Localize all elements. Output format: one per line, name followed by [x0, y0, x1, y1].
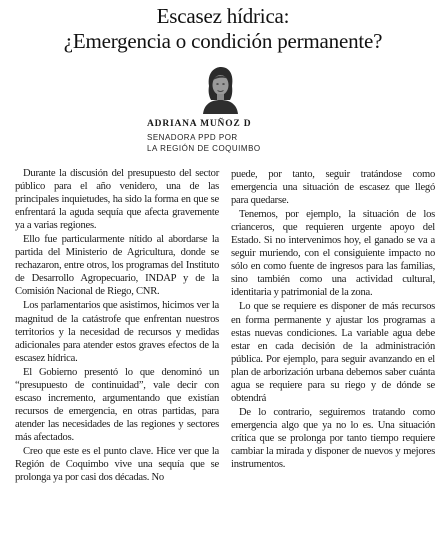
- author-box: [147, 64, 295, 157]
- article-column-left: [15, 167, 219, 485]
- paragraph: Lo que se requiere es disponer de más recursos en forma permanente y ajustar los programas a estas nuevas condiciones. La variable agua debe estar en cada decisión de la administración pública. Por ejemplo, para seguir avanzando en el plan de arborización urbana debemos saber cuánta agua se requiere para su riego y de dónde se obtendrá: [231, 301, 435, 404]
- author-photo: [200, 64, 240, 114]
- author-role-line-2: LA REGIÓN DE COQUIMBO: [147, 144, 261, 153]
- author-name: ADRIANA MUÑOZ D: [147, 119, 252, 129]
- paragraph: Los parlamentarios que asistimos, hicimos ver la magnitud de la catástrofe que enfrentan nuestros territorios y la necesidad de recursos y medidas adicionales para atender estos graves efectos de la escasez hídrica.: [15, 300, 219, 364]
- paragraph: De lo contrario, seguiremos tratando como emergencia algo que ya no lo es. Una situación crítica que se prolonga por tanto tiempo requiere cambiar la mirada y disponer de nuevos y mejores instrumentos.: [231, 406, 435, 471]
- paragraph: Tenemos, por ejemplo, la situación de los crianceros, que requieren urgente apoyo del Estado. Si no intervenimos hoy, el ganado se va a seguir muriendo, con el consiguiente impacto no sólo en como fuente de ingresos para las familias, sino también como una actividad cultural, identitaria y patrimonial de la zona.: [231, 209, 435, 299]
- article-title-line-1: Escasez hídrica:: [156, 4, 290, 28]
- paragraph: Durante la discusión del presupuesto del sector público para el año venidero, una de las principales inquietudes, ha sido la forma en que se enfrentará la aguda sequía que afecta gravemente ya a varias regiones.: [15, 168, 219, 232]
- paragraph: Ello fue particularmente nítido al abordarse la partida del Ministerio de Agricultura, donde se rechazaron, entre otros, los programas del Instituto de Desarrollo Agropecuario, INDAP y de la Comisión Nacional de Riego, CNR.: [15, 234, 219, 298]
- paragraph: Creo que este es el punto clave. Hice ver que la Región de Coquimbo vive una sequía que se prolonga ya por casi dos décadas. No: [15, 445, 219, 484]
- author-role: [147, 132, 307, 154]
- article-title: [0, 4, 446, 54]
- author-role-line-1: SENADORA PPD POR: [147, 133, 238, 142]
- paragraph: puede, por tanto, seguir tratándose como emergencia una situación de escasez que llegó para quedarse.: [231, 169, 435, 207]
- article-title-line-2: ¿Emergencia o condición permanente?: [63, 29, 383, 53]
- article-column-right: [231, 168, 435, 472]
- paragraph: El Gobierno presentó lo que denominó un “presupuesto de continuidad”, vale decir con escaso incremento, argumentando que existían recursos de emergencia, en otras partidas, para atender las necesidades de las regiones y sectores más afectados.: [15, 366, 219, 443]
